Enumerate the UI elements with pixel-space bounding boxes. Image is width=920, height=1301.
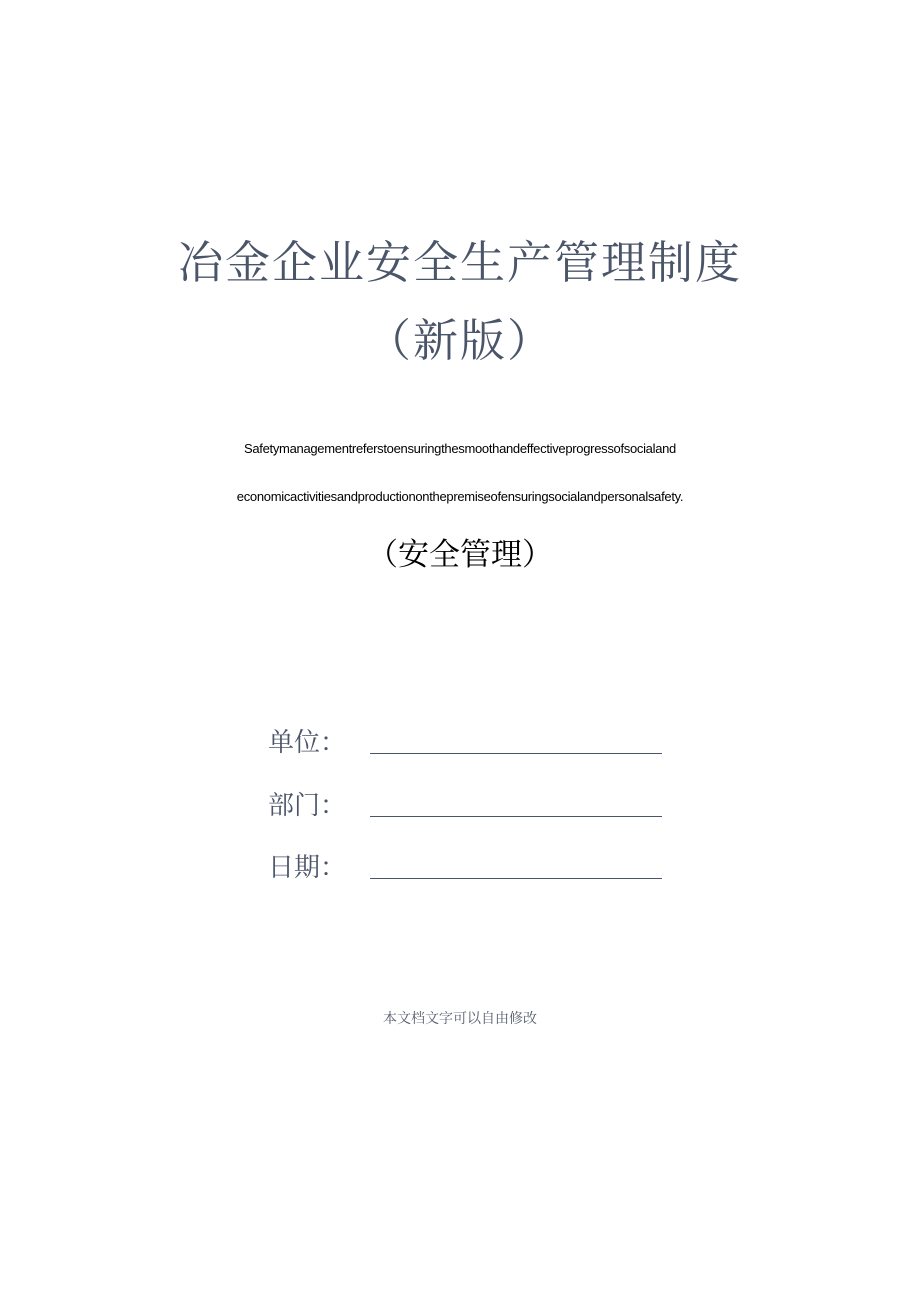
department-field-label: 部门： bbox=[268, 791, 347, 821]
department-field[interactable] bbox=[268, 783, 688, 823]
unit-field-label: 单位： bbox=[268, 728, 347, 758]
english-description-line-1: Safetymanagementreferstoensuringthesmoothandeffectiveprogressofsocialand bbox=[244, 441, 676, 456]
document-subtitle: （安全管理） bbox=[367, 537, 553, 573]
date-field[interactable] bbox=[268, 845, 688, 885]
document-title-line-1: 冶金企业安全生产管理制度 bbox=[177, 236, 742, 289]
date-field-blank-line[interactable] bbox=[370, 878, 662, 879]
document-title-line-2: （新版） bbox=[365, 314, 554, 367]
english-description-line-2: economicactivitiesandproductiononthepremiseofensuringsocialandpersonalsafety. bbox=[236, 489, 684, 504]
unit-field-blank-line[interactable] bbox=[370, 753, 662, 754]
date-field-label: 日期： bbox=[268, 853, 347, 883]
footer-note: 本文档文字可以自由修改 bbox=[383, 1011, 537, 1027]
unit-field[interactable] bbox=[268, 720, 688, 760]
department-field-blank-line[interactable] bbox=[370, 816, 662, 817]
